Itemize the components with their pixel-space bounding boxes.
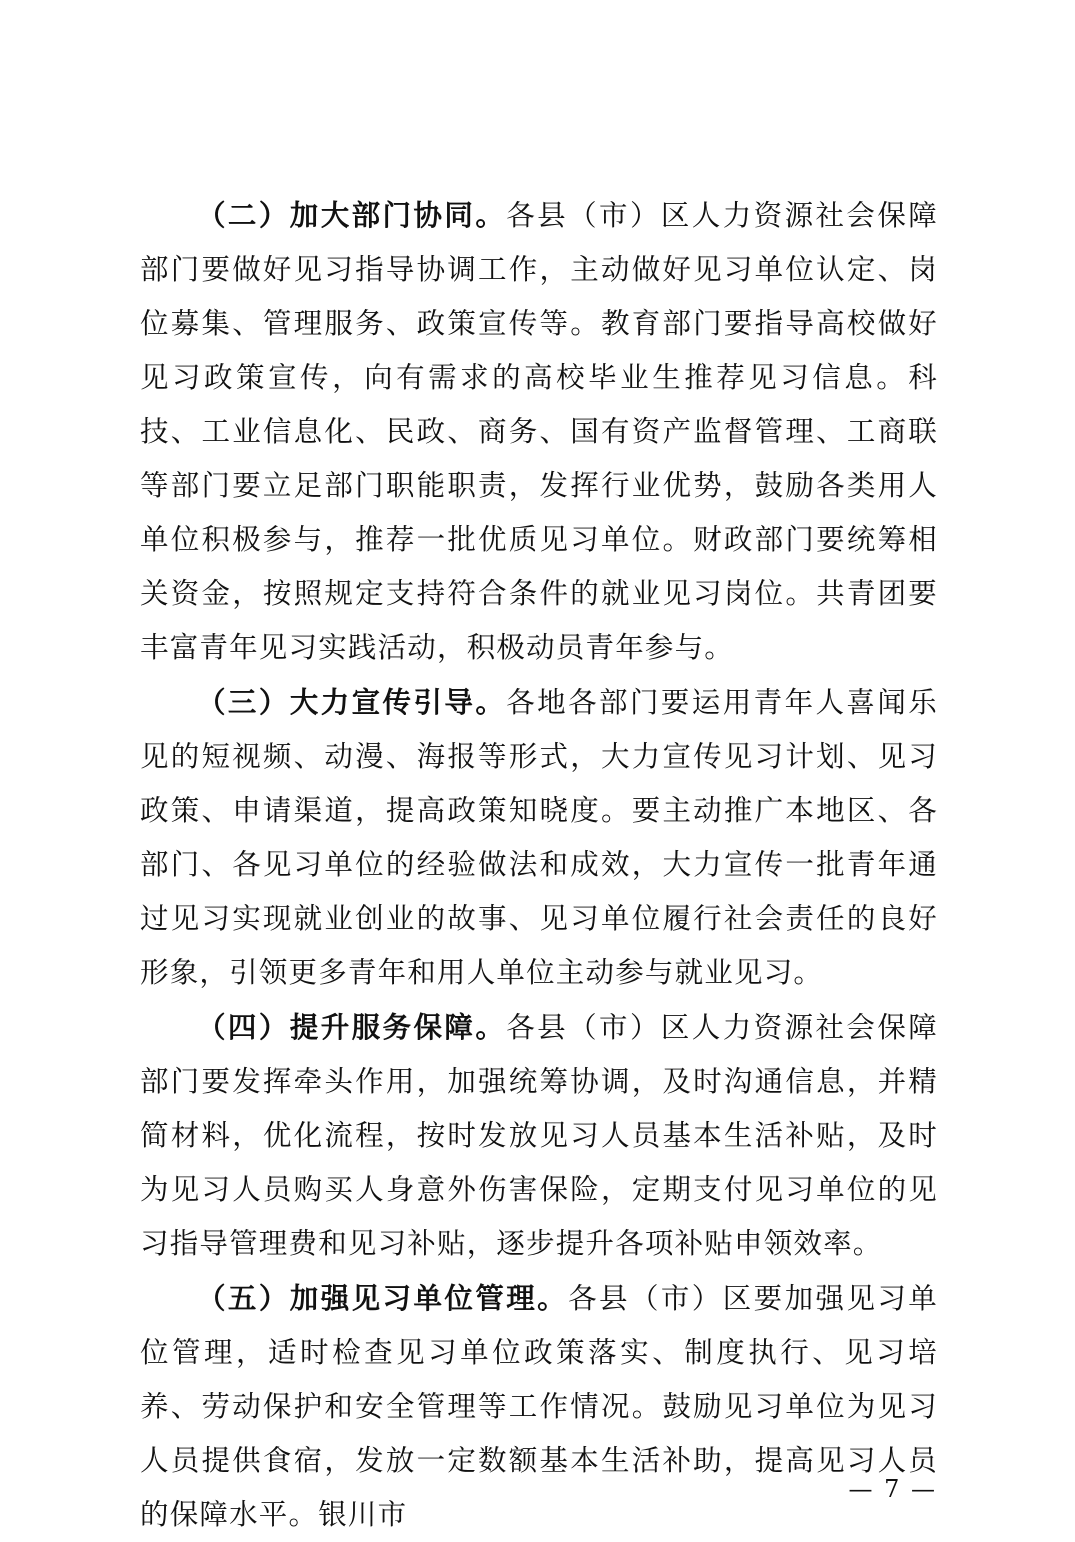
paragraph-publicity-guidance bbox=[140, 675, 938, 1000]
paragraph-internship-unit-management bbox=[140, 1271, 938, 1542]
paragraph-heading: （二）加大部门协同。 bbox=[197, 198, 507, 232]
paragraph-service-guarantee bbox=[140, 1000, 938, 1271]
paragraph-text: 各县（市）区人力资源社会保障部门要发挥牵头作用，加强统筹协调，及时沟通信息，并精简材料，优化流程，按时发放见习人员基本生活补贴，及时为见习人员购买人身意外伤害保险，定期支付见习单位的见习指导管理费和见习补贴，逐步提升各项补贴申领效率。 bbox=[140, 1011, 938, 1260]
paragraph-text: 各地各部门要运用青年人喜闻乐见的短视频、动漫、海报等形式，大力宣传见习计划、见习政策、申请渠道，提高政策知晓度。要主动推广本地区、各部门、各见习单位的经验做法和成效，大力宣传一批青年通过见习实现就业创业的故事、见习单位履行社会责任的良好形象，引领更多青年和用人单位主动参与就业见习。 bbox=[140, 686, 938, 989]
paragraph-text: 各县（市）区要加强见习单位管理，适时检查见习单位政策落实、制度执行、见习培养、劳动保护和安全管理等工作情况。鼓励见习单位为见习人员提供食宿，发放一定数额基本生活补助，提高见习人员的保障水平。银川市 bbox=[140, 1282, 938, 1531]
document-body bbox=[140, 188, 938, 1542]
paragraph-heading: （三）大力宣传引导。 bbox=[197, 685, 507, 719]
paragraph-heading: （四）提升服务保障。 bbox=[197, 1010, 507, 1044]
paragraph-heading: （五）加强见习单位管理。 bbox=[197, 1281, 569, 1315]
paragraph-department-coordination bbox=[140, 188, 938, 675]
paragraph-text: 各县（市）区人力资源社会保障部门要做好见习指导协调工作，主动做好见习单位认定、岗位募集、管理服务、政策宣传等。教育部门要指导高校做好见习政策宣传，向有需求的高校毕业生推荐见习信息。科技、工业信息化、民政、商务、国有资产监督管理、工商联等部门要立足部门职能职责，发挥行业优势，鼓励各类用人单位积极参与，推荐一批优质见习单位。财政部门要统筹相关资金，按照规定支持符合条件的就业见习岗位。共青团要丰富青年见习实践活动，积极动员青年参与。 bbox=[140, 199, 938, 664]
page-number: — 7 — bbox=[848, 1475, 937, 1503]
